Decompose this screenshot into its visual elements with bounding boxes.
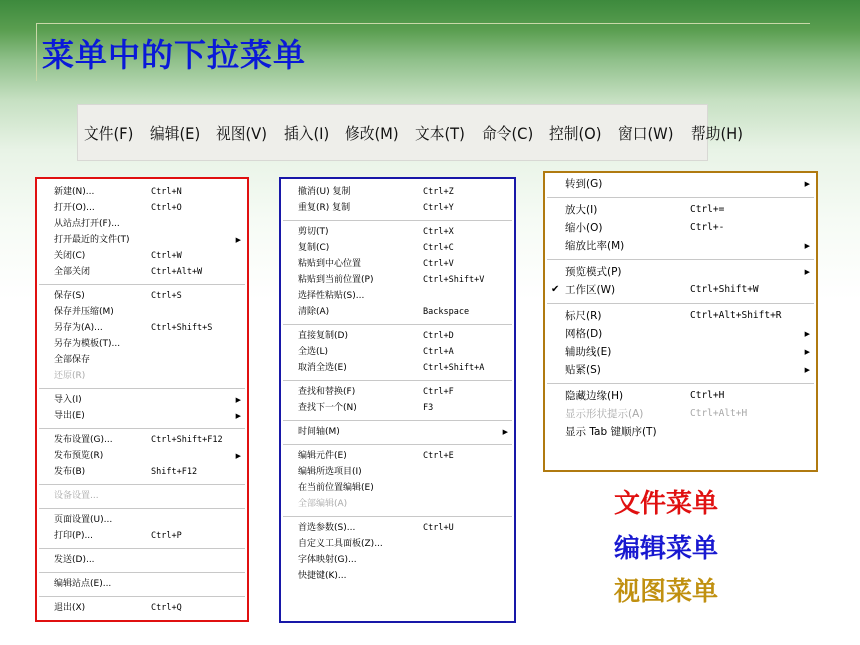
triangle-right-icon: ▶ [235,396,241,404]
menu-item[interactable] [545,237,816,255]
menu-item[interactable] [281,272,514,288]
menu-item-label: 打印(P)... [54,531,94,541]
menu-item[interactable] [281,256,514,272]
menu-item[interactable] [545,281,816,299]
menu-item-label: 全部编辑(A) [298,499,348,509]
menu-item-label: 全选(L) [298,347,329,357]
menu-item[interactable] [545,307,816,325]
menubar-item[interactable]: 编辑(E) [149,124,200,143]
menubar-item[interactable]: 窗口(W) [618,124,674,143]
menu-item-label: 工作区(W) [565,284,616,296]
left-rule [36,23,37,81]
menu-item[interactable] [281,184,514,200]
menu-item [37,368,247,384]
menu-item-label: 发布(B) [54,467,86,477]
menu-item-shortcut: Ctrl+H [690,390,725,401]
menu-item-label: 保存(S) [54,291,85,301]
checkmark-icon: ✔ [551,284,560,295]
menu-item[interactable] [37,464,247,480]
menu-separator [283,380,512,381]
menu-item-shortcut: Ctrl+A [423,347,454,357]
menu-item-label: 贴紧(S) [565,364,601,376]
menu-separator [283,220,512,221]
menu-item[interactable] [37,392,247,408]
menu-item-label: 编辑元件(E) [298,451,347,461]
menu-item-label: 复制(C) [298,243,330,253]
menu-item-shortcut: Ctrl+Alt+Shift+R [690,310,782,321]
menu-item[interactable] [37,264,247,280]
menu-item [37,488,247,504]
menu-item-label: 从站点打开(F)... [54,219,120,229]
menu-item-label: 另存为(A)... [54,323,103,333]
menu-item-label: 全部保存 [54,355,91,365]
menu-item-label: 还原(R) [54,371,86,381]
menu-item[interactable] [37,184,247,200]
menu-item-label: 设备设置... [54,491,99,501]
menu-item-label: 缩放比率(M) [565,240,625,252]
legend-file-menu: 文件菜单 [614,489,719,519]
menu-item-shortcut: Ctrl+- [690,222,725,233]
menu-item[interactable] [37,576,247,592]
menubar-item[interactable]: 命令(C) [481,124,533,143]
menu-item[interactable] [37,512,247,528]
menu-item-shortcut: Ctrl+Shift+F12 [151,435,223,445]
menu-item[interactable] [545,387,816,405]
menu-item-label: 页面设置(U)... [54,515,113,525]
menu-item-label: 首选参数(S)... [298,523,356,533]
menu-bar [77,104,743,161]
menu-item-label: 自定义工具面板(Z)... [298,539,383,549]
menubar-item[interactable]: 插入(I) [283,124,330,143]
menu-item[interactable] [281,224,514,240]
menu-item-shortcut: Ctrl+V [423,259,454,269]
menu-item-label: 退出(X) [54,603,86,613]
menu-separator [39,388,245,389]
menu-item[interactable] [281,424,514,440]
menu-item-label: 查找和替换(F) [298,387,356,397]
menu-item-shortcut: Backspace [423,307,470,317]
menu-item-label: 在当前位置编辑(E) [298,483,374,493]
menu-item[interactable] [37,448,247,464]
menu-item-label: 发布设置(G)... [54,435,113,445]
menu-item[interactable] [37,288,247,304]
menu-item-label: 导出(E) [54,411,85,421]
menu-separator [283,516,512,517]
menu-item[interactable] [37,600,247,616]
menu-item-shortcut: Ctrl+Shift+A [423,363,485,373]
menu-item-label: 打开(O)... [54,203,95,213]
menu-item-label: 直接复制(D) [298,331,348,341]
menu-item-shortcut: Ctrl+Shift+S [151,323,213,333]
triangle-right-icon: ▶ [804,330,810,338]
menu-item[interactable] [37,352,247,368]
menu-item-shortcut: Ctrl+F [423,387,454,397]
menu-item-label: 清除(A) [298,307,330,317]
menu-item[interactable] [281,328,514,344]
triangle-right-icon: ▶ [235,452,241,460]
menu-item[interactable] [545,175,816,193]
menu-item[interactable] [37,408,247,424]
menu-separator [283,444,512,445]
menu-item-label: 粘贴到当前位置(P) [298,275,374,285]
menu-item-label: 发布预览(R) [54,451,104,461]
menu-item [281,496,514,512]
menu-item-label: 取消全选(E) [298,363,347,373]
menu-item-label: 导入(I) [54,395,82,405]
menu-item-shortcut: Shift+F12 [151,467,198,477]
file-menu-dropdown [35,177,249,622]
menu-item-label: 显示形状提示(A) [565,408,644,420]
page-title: 菜单中的下拉菜单 [42,36,307,74]
menu-item[interactable] [281,480,514,496]
menu-item-shortcut: Ctrl+Alt+H [690,408,748,419]
menu-item[interactable] [37,320,247,336]
menu-item-label: 另存为模板(T)... [54,339,121,349]
menu-separator [547,197,814,198]
legend-edit-menu: 编辑菜单 [614,534,719,564]
menu-item[interactable] [545,263,816,281]
menu-separator [283,420,512,421]
menu-item-shortcut: Ctrl+Y [423,203,454,213]
menu-item-shortcut: Ctrl+E [423,451,454,461]
menu-item-shortcut: Ctrl+X [423,227,454,237]
menu-separator [283,324,512,325]
menu-item-label: 辅助线(E) [565,346,612,358]
menu-item[interactable] [37,304,247,320]
menu-item[interactable] [37,552,247,568]
menu-item-label: 网格(D) [565,328,603,340]
menu-item-label: 查找下一个(N) [298,403,357,413]
menu-item-shortcut: Ctrl+U [423,523,454,533]
menu-item[interactable] [281,384,514,400]
menu-item-shortcut: Ctrl+Shift+V [423,275,485,285]
menu-item[interactable] [281,344,514,360]
triangle-right-icon: ▶ [502,428,508,436]
menu-item-shortcut: Ctrl+S [151,291,182,301]
menu-item[interactable] [37,216,247,232]
menu-item[interactable] [37,200,247,216]
menubar-item[interactable]: 文本(T) [415,124,466,143]
triangle-right-icon: ▶ [804,180,810,188]
menu-item-label: 打开最近的文件(T) [54,235,130,245]
menu-item[interactable] [545,219,816,237]
menu-item[interactable] [281,288,514,304]
menu-separator [39,548,245,549]
menu-item[interactable] [37,232,247,248]
menu-item-label: 时间轴(M) [298,427,340,437]
menu-item-shortcut: Ctrl+N [151,187,182,197]
menu-item-shortcut: Ctrl+O [151,203,182,213]
menu-item[interactable] [37,336,247,352]
menu-item-label: 字体映射(G)... [298,555,357,565]
menu-item-shortcut: Ctrl+Alt+W [151,267,203,277]
menu-item[interactable] [281,552,514,568]
menu-item-label: 编辑所选项目(I) [298,467,362,477]
triangle-right-icon: ▶ [235,236,241,244]
menu-item-label: 撤消(U) 复制 [298,187,351,197]
menu-item[interactable] [37,528,247,544]
menu-item-label: 重复(R) 复制 [298,203,351,213]
menu-item-label: 预览模式(P) [565,266,622,278]
view-menu-dropdown [543,171,818,472]
triangle-right-icon: ▶ [235,412,241,420]
menu-separator [39,428,245,429]
menu-item[interactable] [545,361,816,379]
menu-item-label: 放大(I) [565,204,598,216]
menu-item-label: 快捷键(K)... [298,571,347,581]
triangle-right-icon: ▶ [804,268,810,276]
menu-item-label: 粘贴到中心位置 [298,259,362,269]
menu-item-label: 缩小(O) [565,222,603,234]
menu-separator [547,383,814,384]
menu-item[interactable] [281,568,514,584]
menu-item[interactable] [545,423,816,441]
menu-item [545,405,816,423]
menu-item-label: 剪切(T) [298,227,329,237]
menubar-item[interactable]: 修改(M) [344,124,399,143]
menu-item-label: 关闭(C) [54,251,86,261]
menu-item-label: 保存并压缩(M) [54,307,114,317]
menu-item-label: 新建(N)... [54,187,95,197]
menu-item-shortcut: Ctrl+= [690,204,725,215]
menu-item-shortcut: Ctrl+Q [151,603,182,613]
menu-item-label: 全部关闭 [54,267,91,277]
menu-item-label: 隐藏边缘(H) [565,390,624,402]
menu-item[interactable] [281,200,514,216]
menu-item[interactable] [281,464,514,480]
triangle-right-icon: ▶ [804,366,810,374]
menu-item-label: 选择性粘贴(S)... [298,291,365,301]
menu-item[interactable] [281,240,514,256]
menu-item[interactable] [281,448,514,464]
menu-item-label: 标尺(R) [565,310,602,322]
menu-item[interactable] [281,304,514,320]
menu-item-label: 编辑站点(E)... [54,579,112,589]
menu-item[interactable] [281,400,514,416]
menu-item[interactable] [281,520,514,536]
menu-item-shortcut: Ctrl+Shift+W [690,284,759,295]
menubar-item[interactable]: 控制(O) [549,124,602,143]
menu-item-label: 转到(G) [565,178,603,190]
menu-item-shortcut: Ctrl+P [151,531,182,541]
menu-item-shortcut: F3 [423,403,434,413]
menu-separator [39,572,245,573]
menu-item-shortcut: Ctrl+W [151,251,182,261]
edit-menu-dropdown [279,177,516,623]
menu-item[interactable] [37,248,247,264]
menu-item-shortcut: Ctrl+Z [423,187,454,197]
triangle-right-icon: ▶ [804,242,810,250]
menu-separator [547,303,814,304]
menu-item-shortcut: Ctrl+D [423,331,454,341]
menubar-item[interactable]: 文件(F) [84,124,134,143]
menu-item[interactable] [545,343,816,361]
menu-item[interactable] [545,325,816,343]
top-rule [36,23,810,24]
menu-item-label: 发送(D)... [54,555,95,565]
menu-item-shortcut: Ctrl+C [423,243,454,253]
menu-separator [39,596,245,597]
menu-item[interactable] [281,536,514,552]
menu-separator [39,284,245,285]
menubar-item[interactable]: 帮助(H) [690,124,743,143]
menu-separator [39,508,245,509]
menu-separator [547,259,814,260]
triangle-right-icon: ▶ [804,348,810,356]
menubar-item[interactable]: 视图(V) [216,124,268,143]
menu-item[interactable] [281,360,514,376]
menu-item[interactable] [37,432,247,448]
menu-item-label: 显示 Tab 键顺序(T) [565,426,657,438]
menu-item[interactable] [545,201,816,219]
legend-view-menu: 视图菜单 [614,577,719,607]
menu-separator [39,484,245,485]
